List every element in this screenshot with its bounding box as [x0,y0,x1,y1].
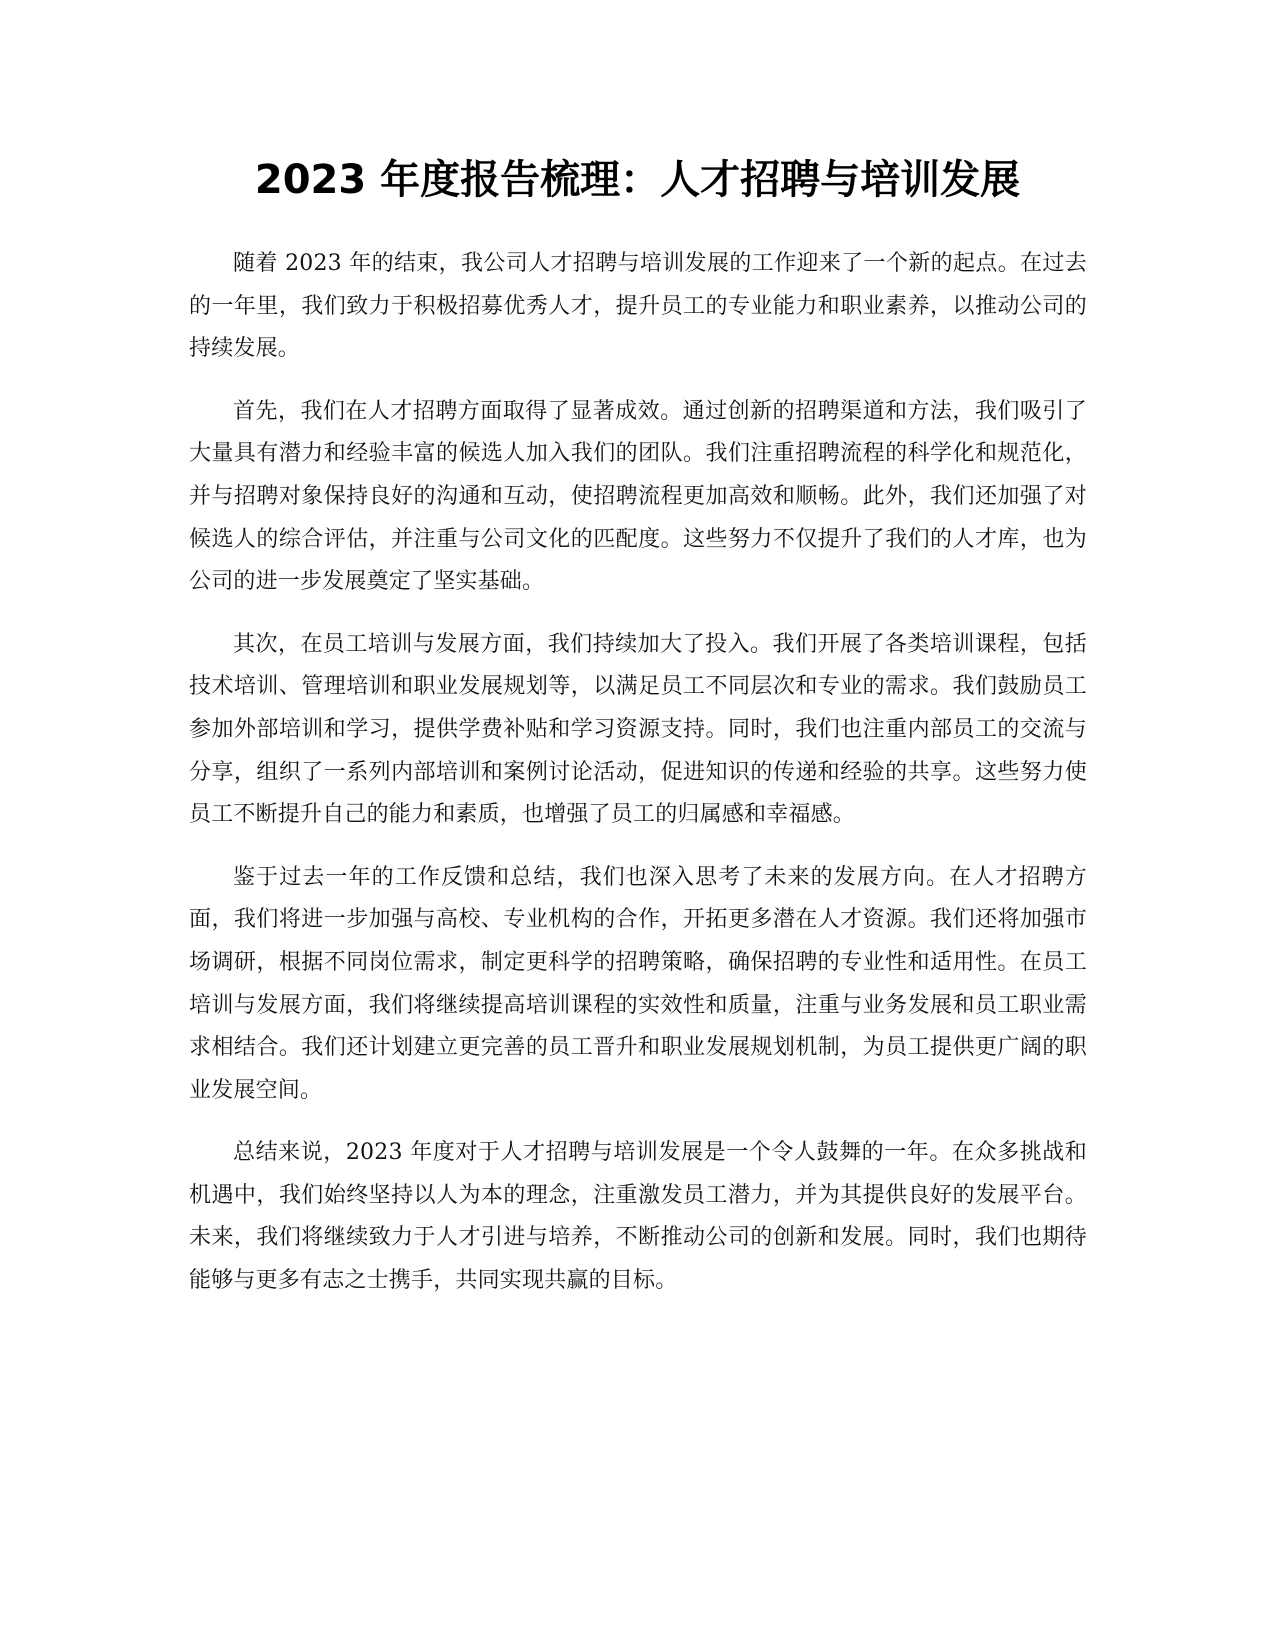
paragraph-training: 其次，在员工培训与发展方面，我们持续加大了投入。我们开展了各类培训课程，包括技术培训、管理培训和职业发展规划等，以满足员工不同层次和专业的需求。我们鼓励员工参加外部培训和学习，提供学费补贴和学习资源支持。同时，我们也注重内部员工的交流与分享，组织了一系列内部培训和案例讨论活动，促进知识的传递和经验的共享。这些努力使员工不断提升自己的能力和素质，也增强了员工的归属感和幸福感。 [189,631,1087,828]
paragraph-intro: 随着 2023 年的结束，我公司人才招聘与培训发展的工作迎来了一个新的起点。在过去的一年里，我们致力于积极招募优秀人才，提升员工的专业能力和职业素养，以推动公司的持续发展。 [189,251,1087,362]
document-title: 2023 年度报告梳理：人才招聘与培训发展 [254,157,1021,203]
paragraph-recruitment: 首先，我们在人才招聘方面取得了显著成效。通过创新的招聘渠道和方法，我们吸引了大量具有潜力和经验丰富的候选人加入我们的团队。我们注重招聘流程的科学化和规范化，并与招聘对象保持良好的沟通和互动，使招聘流程更加高效和顺畅。此外，我们还加强了对候选人的综合评估，并注重与公司文化的匹配度。这些努力不仅提升了我们的人才库，也为公司的进一步发展奠定了坚实基础。 [189,398,1087,595]
paragraph-conclusion: 总结来说，2023 年度对于人才招聘与培训发展是一个令人鼓舞的一年。在众多挑战和机遇中，我们始终坚持以人为本的理念，注重激发员工潜力，并为其提供良好的发展平台。未来，我们将继续致力于人才引进与培养，不断推动公司的创新和发展。同时，我们也期待能够与更多有志之士携手，共同实现共赢的目标。 [189,1140,1087,1294]
document-body [189,243,1087,1323]
paragraph-future-direction: 鉴于过去一年的工作反馈和总结，我们也深入思考了未来的发展方向。在人才招聘方面，我们将进一步加强与高校、专业机构的合作，开拓更多潜在人才资源。我们还将加强市场调研，根据不同岗位需求，制定更科学的招聘策略，确保招聘的专业性和适用性。在员工培训与发展方面，我们将继续提高培训课程的实效性和质量，注重与业务发展和员工职业需求相结合。我们还计划建立更完善的员工晋升和职业发展规划机制，为员工提供更广阔的职业发展空间。 [189,864,1087,1103]
